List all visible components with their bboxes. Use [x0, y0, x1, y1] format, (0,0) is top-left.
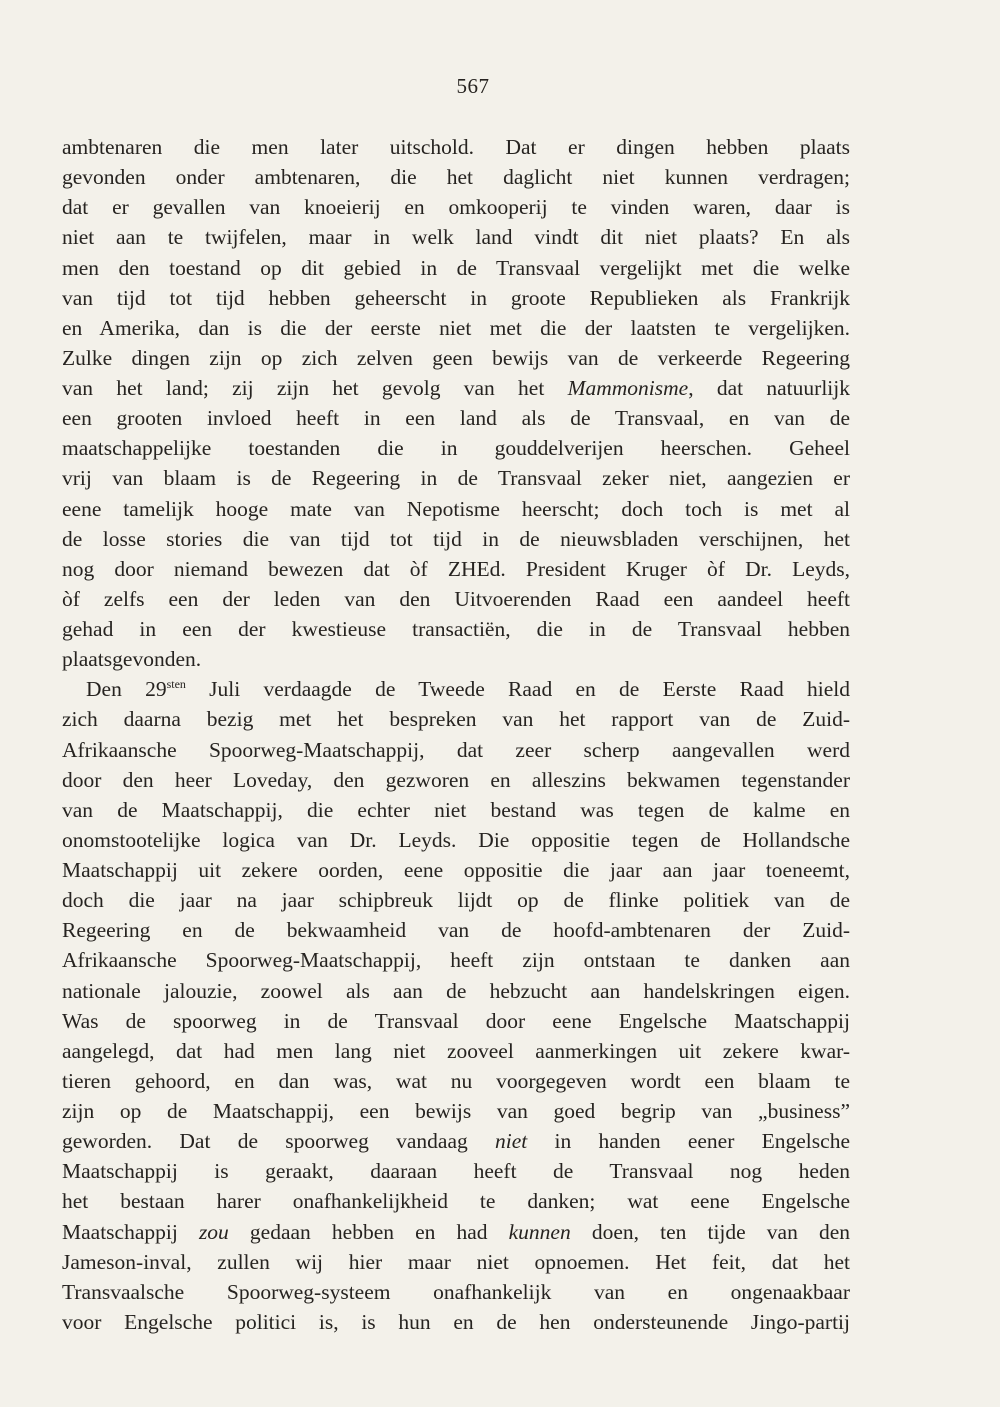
text-line: men den toestand op dit gebied in de Transvaal vergelijkt met die welke — [62, 255, 850, 280]
text-line: Transvaalsche Spoorweg-systeem onafhankelijk van en ongenaakbaar — [62, 1279, 850, 1304]
text-line: een grooten invloed heeft in een land als de Transvaal, en van de — [62, 406, 850, 431]
text-line: van de Maatschappij, die echter niet bestand was tegen de kalme en — [62, 797, 850, 822]
text-line: dat er gevallen van knoeierij en omkooperij te vinden waren, daar is — [62, 195, 850, 220]
text-line: gevonden onder ambtenaren, die het daglicht niet kunnen verdragen; — [62, 165, 850, 190]
text-line: maatschappelijke toestanden die in gouddelverijen heerschen. Geheel — [62, 436, 850, 461]
text-line: plaatsgevonden. — [62, 647, 202, 672]
text-line: Maatschappij uit zekere oorden, eene oppositie die jaar aan jaar toeneemt, — [62, 858, 850, 882]
text-line: zijn op de Maatschappij, een bewijs van goed begrip van „business” — [62, 1099, 850, 1123]
text-line: Den $29^{sten}$ Juli verdaagde de Tweede Raad en de Eerste Raad hield — [86, 677, 850, 702]
text-line: voor Engelsche politici is, is hun en de hen ondersteunende Jingo-partij — [62, 1309, 850, 1334]
text-line: gehad in een der kwestieuse transactiën, die in de Transvaal hebben — [62, 617, 850, 641]
text-line: van het land; zij zijn het gevolg van het Mammonisme, dat natuurlijk — [62, 376, 850, 400]
text-line: Was de spoorweg in de Transvaal door eene Engelsche Maatschappij — [62, 1008, 850, 1033]
text-line: Zulke dingen zijn op zich zelven geen bewijs van de verkeerde Regeering — [62, 345, 850, 370]
page-number: 567 — [456, 74, 490, 98]
text-line: tieren gehoord, en dan was, wat nu voorgegeven wordt een blaam te — [62, 1068, 850, 1093]
text-line: Regeering en de bekwaamheid van de hoofd-ambtenaren der Zuid- — [62, 918, 850, 943]
text-line: onomstootelijke logica van Dr. Leyds. Die oppositie tegen de Hollandsche — [62, 827, 850, 852]
text-line: doch die jaar na jaar schipbreuk lijdt op de flinke politiek van de — [62, 888, 850, 913]
text-line: en Amerika, dan is die der eerste niet met die der laatsten te vergelijken. — [62, 315, 850, 340]
body-text — [62, 132, 850, 1337]
text-line: zich daarna bezig met het bespreken van het rapport van de Zuid- — [62, 707, 850, 732]
text-line: het bestaan harer onafhankelijkheid te danken; wat eene Engelsche — [62, 1189, 850, 1214]
text-line: Maatschappij is geraakt, daaraan heeft de Transvaal nog heden — [62, 1159, 850, 1184]
text-line: Maatschappij zou gedaan hebben en had kunnen doen, ten tijde van den — [62, 1219, 850, 1244]
text-line: Afrikaansche Spoorweg-Maatschappij, heeft zijn ontstaan te danken aan — [62, 948, 850, 973]
text-line: Jameson-inval, zullen wij hier maar niet opnoemen. Het feit, dat het — [62, 1249, 850, 1274]
text-line: vrij van blaam is de Regeering in de Transvaal zeker niet, aangezien er — [62, 466, 850, 491]
text-line: òf zelfs een der leden van den Uitvoerenden Raad een aandeel heeft — [62, 586, 850, 611]
text-line: eene tamelijk hooge mate van Nepotisme heerscht; doch toch is met al — [62, 496, 850, 521]
text-line: aangelegd, dat had men lang niet zooveel aanmerkingen uit zekere kwar- — [62, 1038, 850, 1063]
text-line: geworden. Dat de spoorweg vandaag niet in handen eener Engelsche — [62, 1129, 850, 1154]
text-line: de losse stories die van tijd tot tijd in de nieuwsbladen verschijnen, het — [62, 526, 850, 551]
text-line: nog door niemand bewezen dat òf ZHEd. President Kruger òf Dr. Leyds, — [62, 556, 850, 581]
text-line: niet aan te twijfelen, maar in welk land vindt dit niet plaats? En als — [62, 225, 850, 250]
text-line: nationale jalouzie, zoowel als aan de hebzucht aan handelskringen eigen. — [62, 978, 850, 1003]
text-line: ambtenaren die men later uitschold. Dat er dingen hebben plaats — [62, 135, 850, 159]
text-line: door den heer Loveday, den gezworen en alleszins bekwamen tegenstander — [62, 767, 850, 792]
text-line: Afrikaansche Spoorweg-Maatschappij, dat zeer scherp aangevallen werd — [62, 737, 850, 762]
text-line: van tijd tot tijd hebben geheerscht in groote Republieken als Frankrijk — [62, 285, 850, 310]
